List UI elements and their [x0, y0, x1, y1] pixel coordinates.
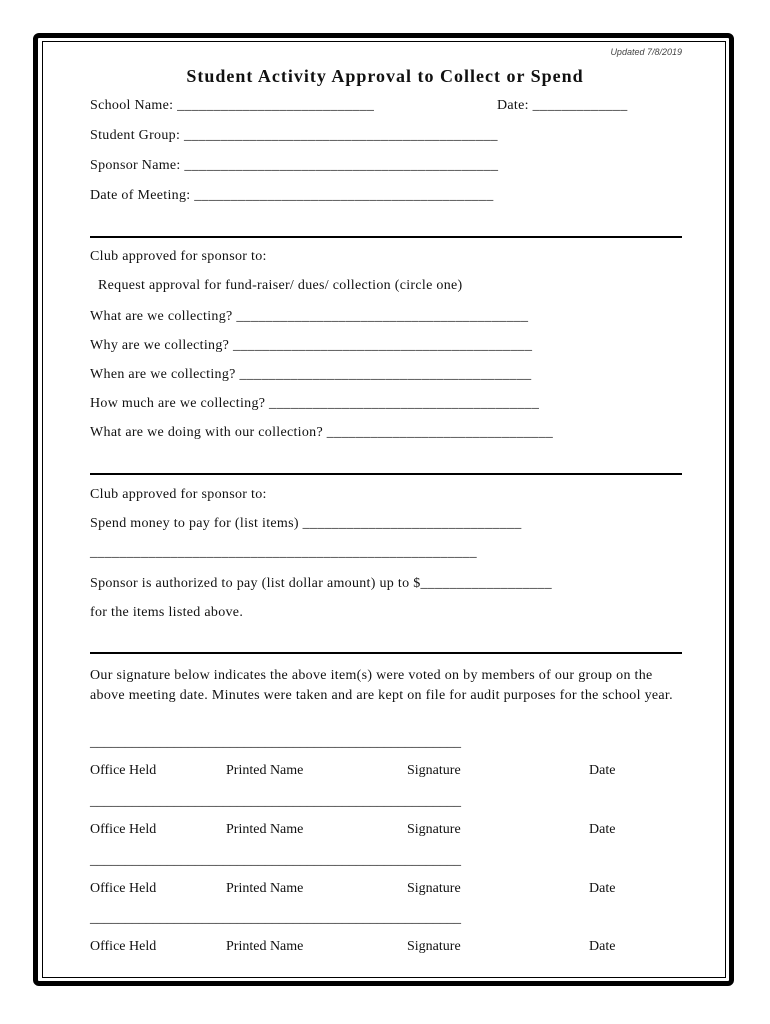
form-title: Student Activity Approval to Collect or Spend — [186, 66, 584, 86]
how-much-collecting-field[interactable]: How much are we collecting? _____________________________________ — [90, 396, 540, 411]
date-label: Date — [589, 881, 616, 896]
collection-use-field[interactable]: What are we doing with our collection? _______________________________ — [90, 425, 554, 440]
signature-line[interactable]: _____________________________________________________ — [90, 794, 461, 809]
signature-label: Signature — [407, 763, 461, 778]
section-divider — [90, 473, 682, 475]
section-divider — [90, 652, 682, 654]
signature-line[interactable]: _____________________________________________________ — [90, 735, 461, 750]
date-field[interactable]: Date: _____________ — [497, 98, 628, 113]
office-held-label: Office Held — [90, 822, 157, 837]
collect-request: Request approval for fund-raiser/ dues/ collection (circle one) — [98, 278, 463, 293]
collect-heading: Club approved for sponsor to: — [90, 249, 267, 264]
signature-line[interactable]: _____________________________________________________ — [90, 911, 461, 926]
printed-name-label: Printed Name — [226, 763, 304, 778]
spend-items-continued-field[interactable]: _____________________________________________________ — [90, 545, 477, 560]
office-held-label: Office Held — [90, 939, 157, 954]
sponsor-name-field[interactable]: Sponsor Name: ___________________________________________ — [90, 158, 499, 173]
signature-label: Signature — [407, 822, 461, 837]
section-divider — [90, 236, 682, 238]
spend-items-field[interactable]: Spend money to pay for (list items) ______________________________ — [90, 516, 522, 531]
printed-name-label: Printed Name — [226, 939, 304, 954]
what-collecting-field[interactable]: What are we collecting? ________________________________________ — [90, 309, 529, 324]
items-listed-text: for the items listed above. — [90, 605, 244, 620]
why-collecting-field[interactable]: Why are we collecting? _________________________________________ — [90, 338, 533, 353]
student-group-field[interactable]: Student Group: ___________________________________________ — [90, 128, 498, 143]
when-collecting-field[interactable]: When are we collecting? ________________________________________ — [90, 367, 532, 382]
updated-date: Updated 7/8/2019 — [610, 47, 682, 57]
signature-line[interactable]: _____________________________________________________ — [90, 853, 461, 868]
printed-name-label: Printed Name — [226, 822, 304, 837]
signature-statement: Our signature below indicates the above item(s) were voted on by members of our group on the above meeting date. Minutes were taken and are kept on file for audit purposes for the school year. — [90, 668, 673, 703]
date-label: Date — [589, 822, 616, 837]
school-name-field[interactable]: School Name: ___________________________ — [90, 98, 375, 113]
office-held-label: Office Held — [90, 763, 157, 778]
date-of-meeting-field[interactable]: Date of Meeting: _________________________________________ — [90, 188, 494, 203]
signature-label: Signature — [407, 939, 461, 954]
authorized-amount-field[interactable]: Sponsor is authorized to pay (list dollar amount) up to $__________________ — [90, 576, 552, 591]
printed-name-label: Printed Name — [226, 881, 304, 896]
spend-heading: Club approved for sponsor to: — [90, 487, 267, 502]
date-label: Date — [589, 939, 616, 954]
office-held-label: Office Held — [90, 881, 157, 896]
date-label: Date — [589, 763, 616, 778]
signature-label: Signature — [407, 881, 461, 896]
